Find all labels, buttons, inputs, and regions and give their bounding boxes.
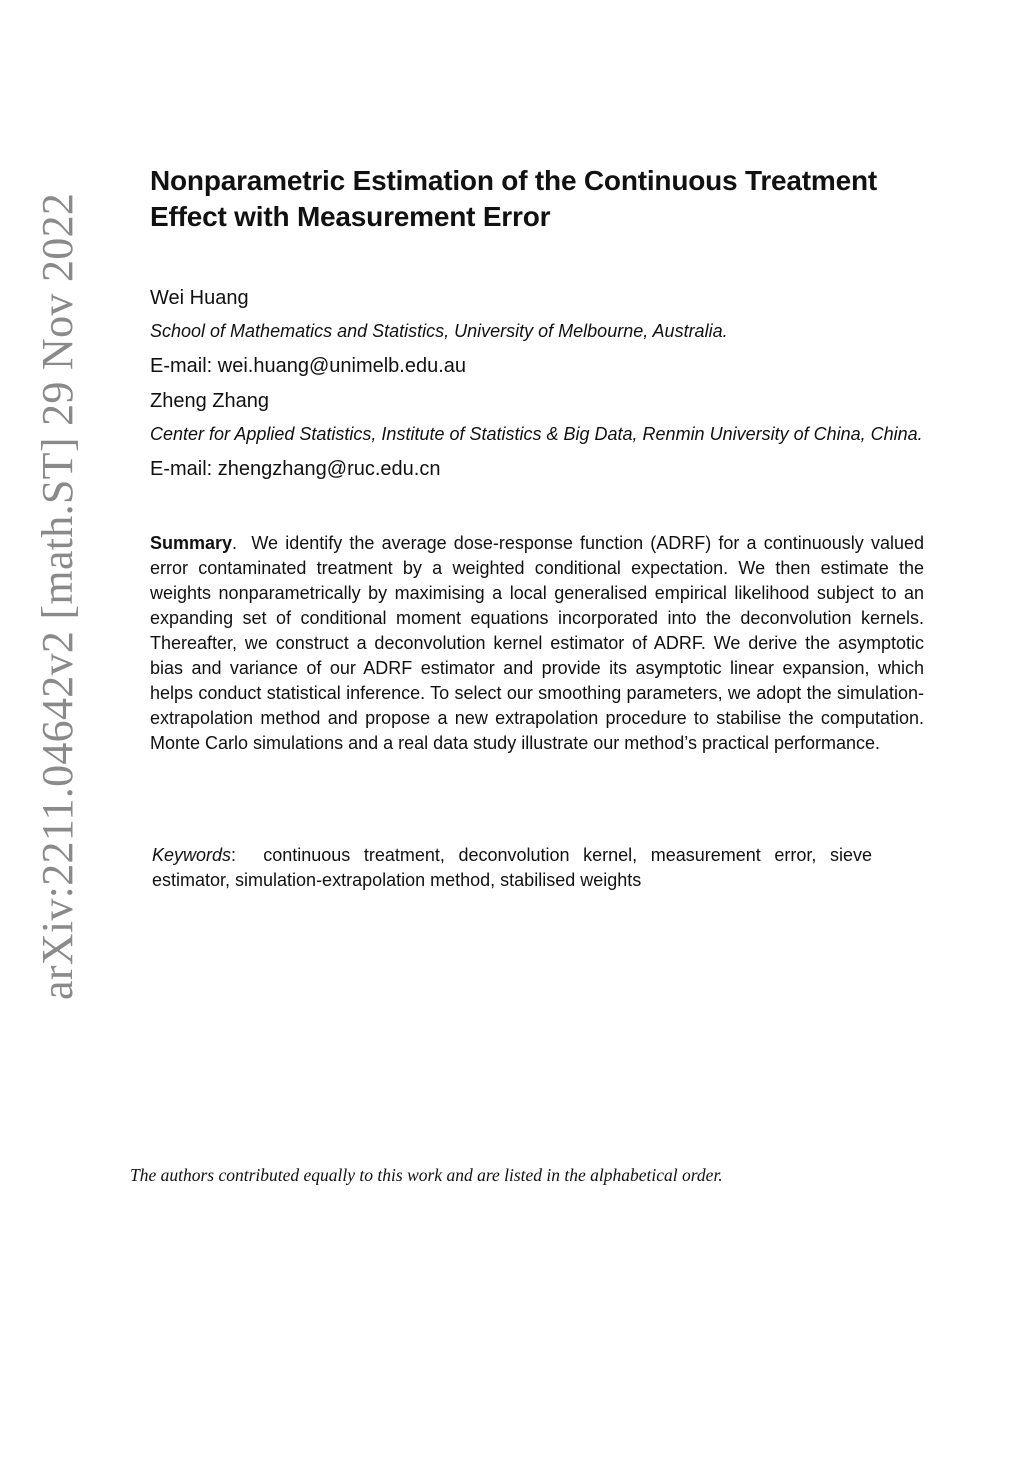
keywords-paragraph	[152, 843, 872, 893]
author-email: E-mail: zhengzhang@ruc.edu.cn	[150, 458, 441, 480]
arxiv-identifier-stamp: arXiv:2211.04642v2 [math.ST] 29 Nov 2022	[33, 192, 82, 1000]
summary-text: We identify the average dose-response function (ADRF) for a continuously valued error contaminated treatment by a weighted conditional expectation. We then estimate the weights nonparametrically by maximising a local generalised empirical likelihood subject to an expanding set of conditional moment equations incorporated into the deconvolution kernels. Thereafter, we construct a deconvolution kernel estimator of ADRF. We derive the asymptotic bias and variance of our ADRF estimator and provide its asymptotic linear expansion, which helps conduct statistical inference. To select our smoothing parameters, we adopt the simulation-extrapolation method and propose a new extrapolation procedure to stabilise the computation. Monte Carlo simulations and a real data study illustrate our method’s practical performance.	[150, 533, 924, 753]
paper-title: Nonparametric Estimation of the Continuous Treatment Effect with Measurement Error	[150, 165, 878, 232]
keywords-separator: :	[231, 845, 237, 865]
author-email: E-mail: wei.huang@unimelb.edu.au	[150, 355, 467, 377]
keywords-label: Keywords	[152, 845, 232, 865]
summary-label: Summary	[150, 533, 233, 553]
author-affiliation: School of Mathematics and Statistics, University of Melbourne, Australia.	[150, 321, 728, 341]
author-block-2	[150, 388, 940, 482]
author-name: Zheng Zhang	[150, 390, 269, 412]
summary-separator: .	[232, 533, 238, 553]
summary-paragraph	[150, 531, 924, 756]
author-contribution-footnote: The authors contributed equally to this work and are listed in the alphabetical order.	[130, 1165, 723, 1185]
author-block-1	[150, 285, 940, 379]
author-affiliation: Center for Applied Statistics, Institute of Statistics & Big Data, Renmin University of China, China.	[150, 424, 923, 444]
author-name: Wei Huang	[150, 287, 249, 309]
keywords-text: continuous treatment, deconvolution kernel, measurement error, sieve estimator, simulation-extrapolation method, stabilised weights	[152, 845, 872, 890]
